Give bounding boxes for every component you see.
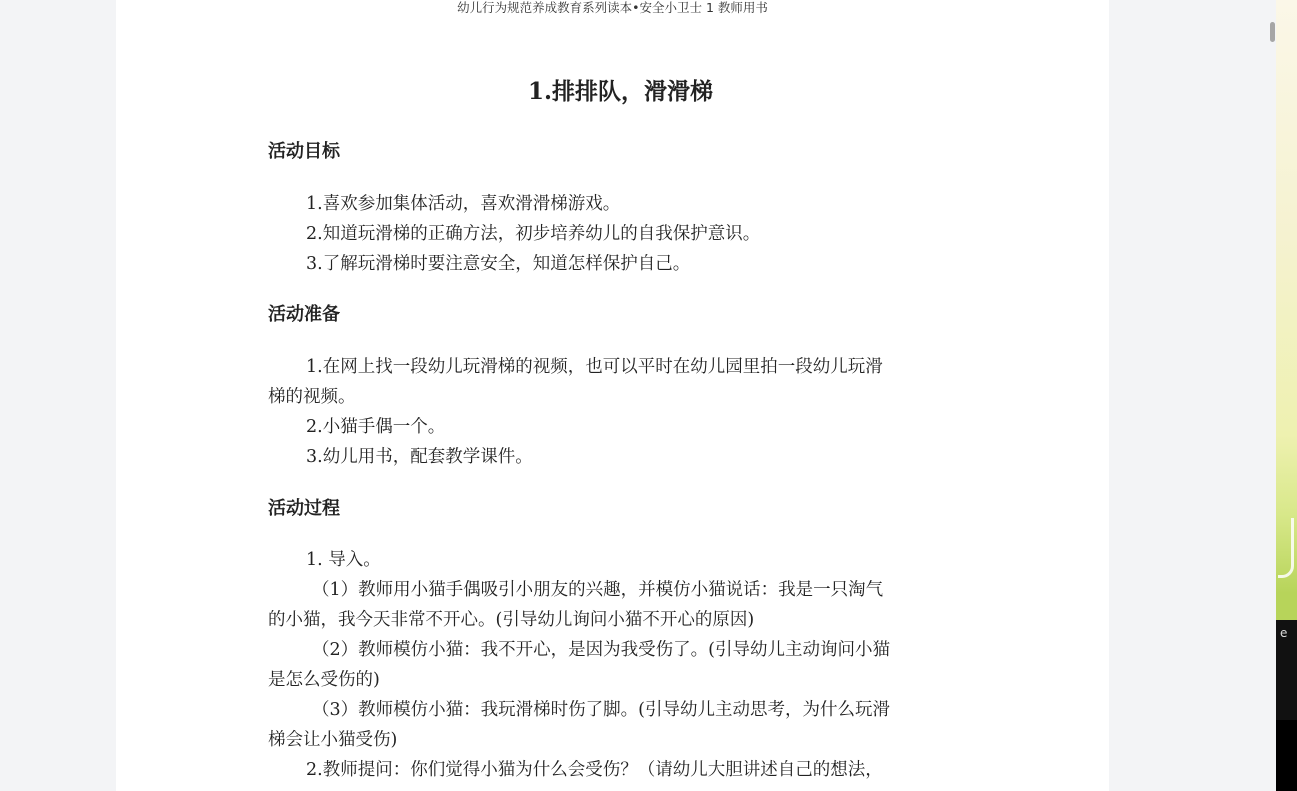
goal-item: 3.了解玩滑梯时要注意安全，知道怎样保护自己。 <box>306 254 691 274</box>
goal-item: 1.喜欢参加集体活动，喜欢滑滑梯游戏。 <box>306 194 621 214</box>
preparation-item-2: 2.小猫手偶一个。 <box>306 417 446 437</box>
running-header: 幼儿行为规范养成教育系列读本•安全小卫士 1 教师用书 <box>457 0 768 15</box>
preparation-item-1-line-2: 梯的视频。 <box>268 387 356 407</box>
side-decoration-icon <box>1278 518 1294 578</box>
preparation-item-1-line-1: 1.在网上找一段幼儿玩滑梯的视频，也可以平时在幼儿园里拍一段幼儿玩滑 <box>306 357 883 377</box>
process-sub-3-line-2: 梯会让小猫受伤) <box>268 730 398 750</box>
lesson-title: 1.排排队，滑滑梯 <box>527 78 713 105</box>
process-sub-1-line-1: （1）教师用小猫手偶吸引小朋友的兴趣，并模仿小猫说话：我是一只淘气 <box>312 580 884 600</box>
scrollbar-thumb[interactable] <box>1270 22 1275 42</box>
side-black-area <box>1276 720 1297 791</box>
preparation-heading: 活动准备 <box>268 304 340 325</box>
process-sub-3-line-1: （3）教师模仿小猫：我玩滑梯时伤了脚。(引导幼儿主动思考，为什么玩滑 <box>312 700 890 720</box>
preparation-list <box>268 352 962 472</box>
process-sub-1-line-2: 的小猫，我今天非常不开心。(引导幼儿询问小猫不开心的原因) <box>268 610 755 630</box>
preparation-item-3: 3.幼儿用书，配套教学课件。 <box>306 447 533 467</box>
document-page <box>116 0 1109 791</box>
side-letter: e <box>1280 626 1288 640</box>
process-heading: 活动过程 <box>268 498 340 519</box>
side-panel <box>1276 0 1297 791</box>
process-sub-2-line-2: 是怎么受伤的) <box>268 670 380 690</box>
process-step-1: 1. 导入。 <box>306 550 381 570</box>
process-step-2-line-1: 2.教师提问：你们觉得小猫为什么会受伤？（请幼儿大胆讲述自己的想法， <box>306 760 883 780</box>
process-sub-2-line-1: （2）教师模仿小猫：我不开心，是因为我受伤了。(引导幼儿主动询问小猫 <box>312 640 890 660</box>
goal-item: 2.知道玩滑梯的正确方法，初步培养幼儿的自我保护意识。 <box>306 224 761 244</box>
vertical-scrollbar[interactable] <box>1268 0 1276 791</box>
process-list <box>268 545 962 785</box>
goals-heading: 活动目标 <box>268 141 340 162</box>
goals-list <box>268 189 962 279</box>
